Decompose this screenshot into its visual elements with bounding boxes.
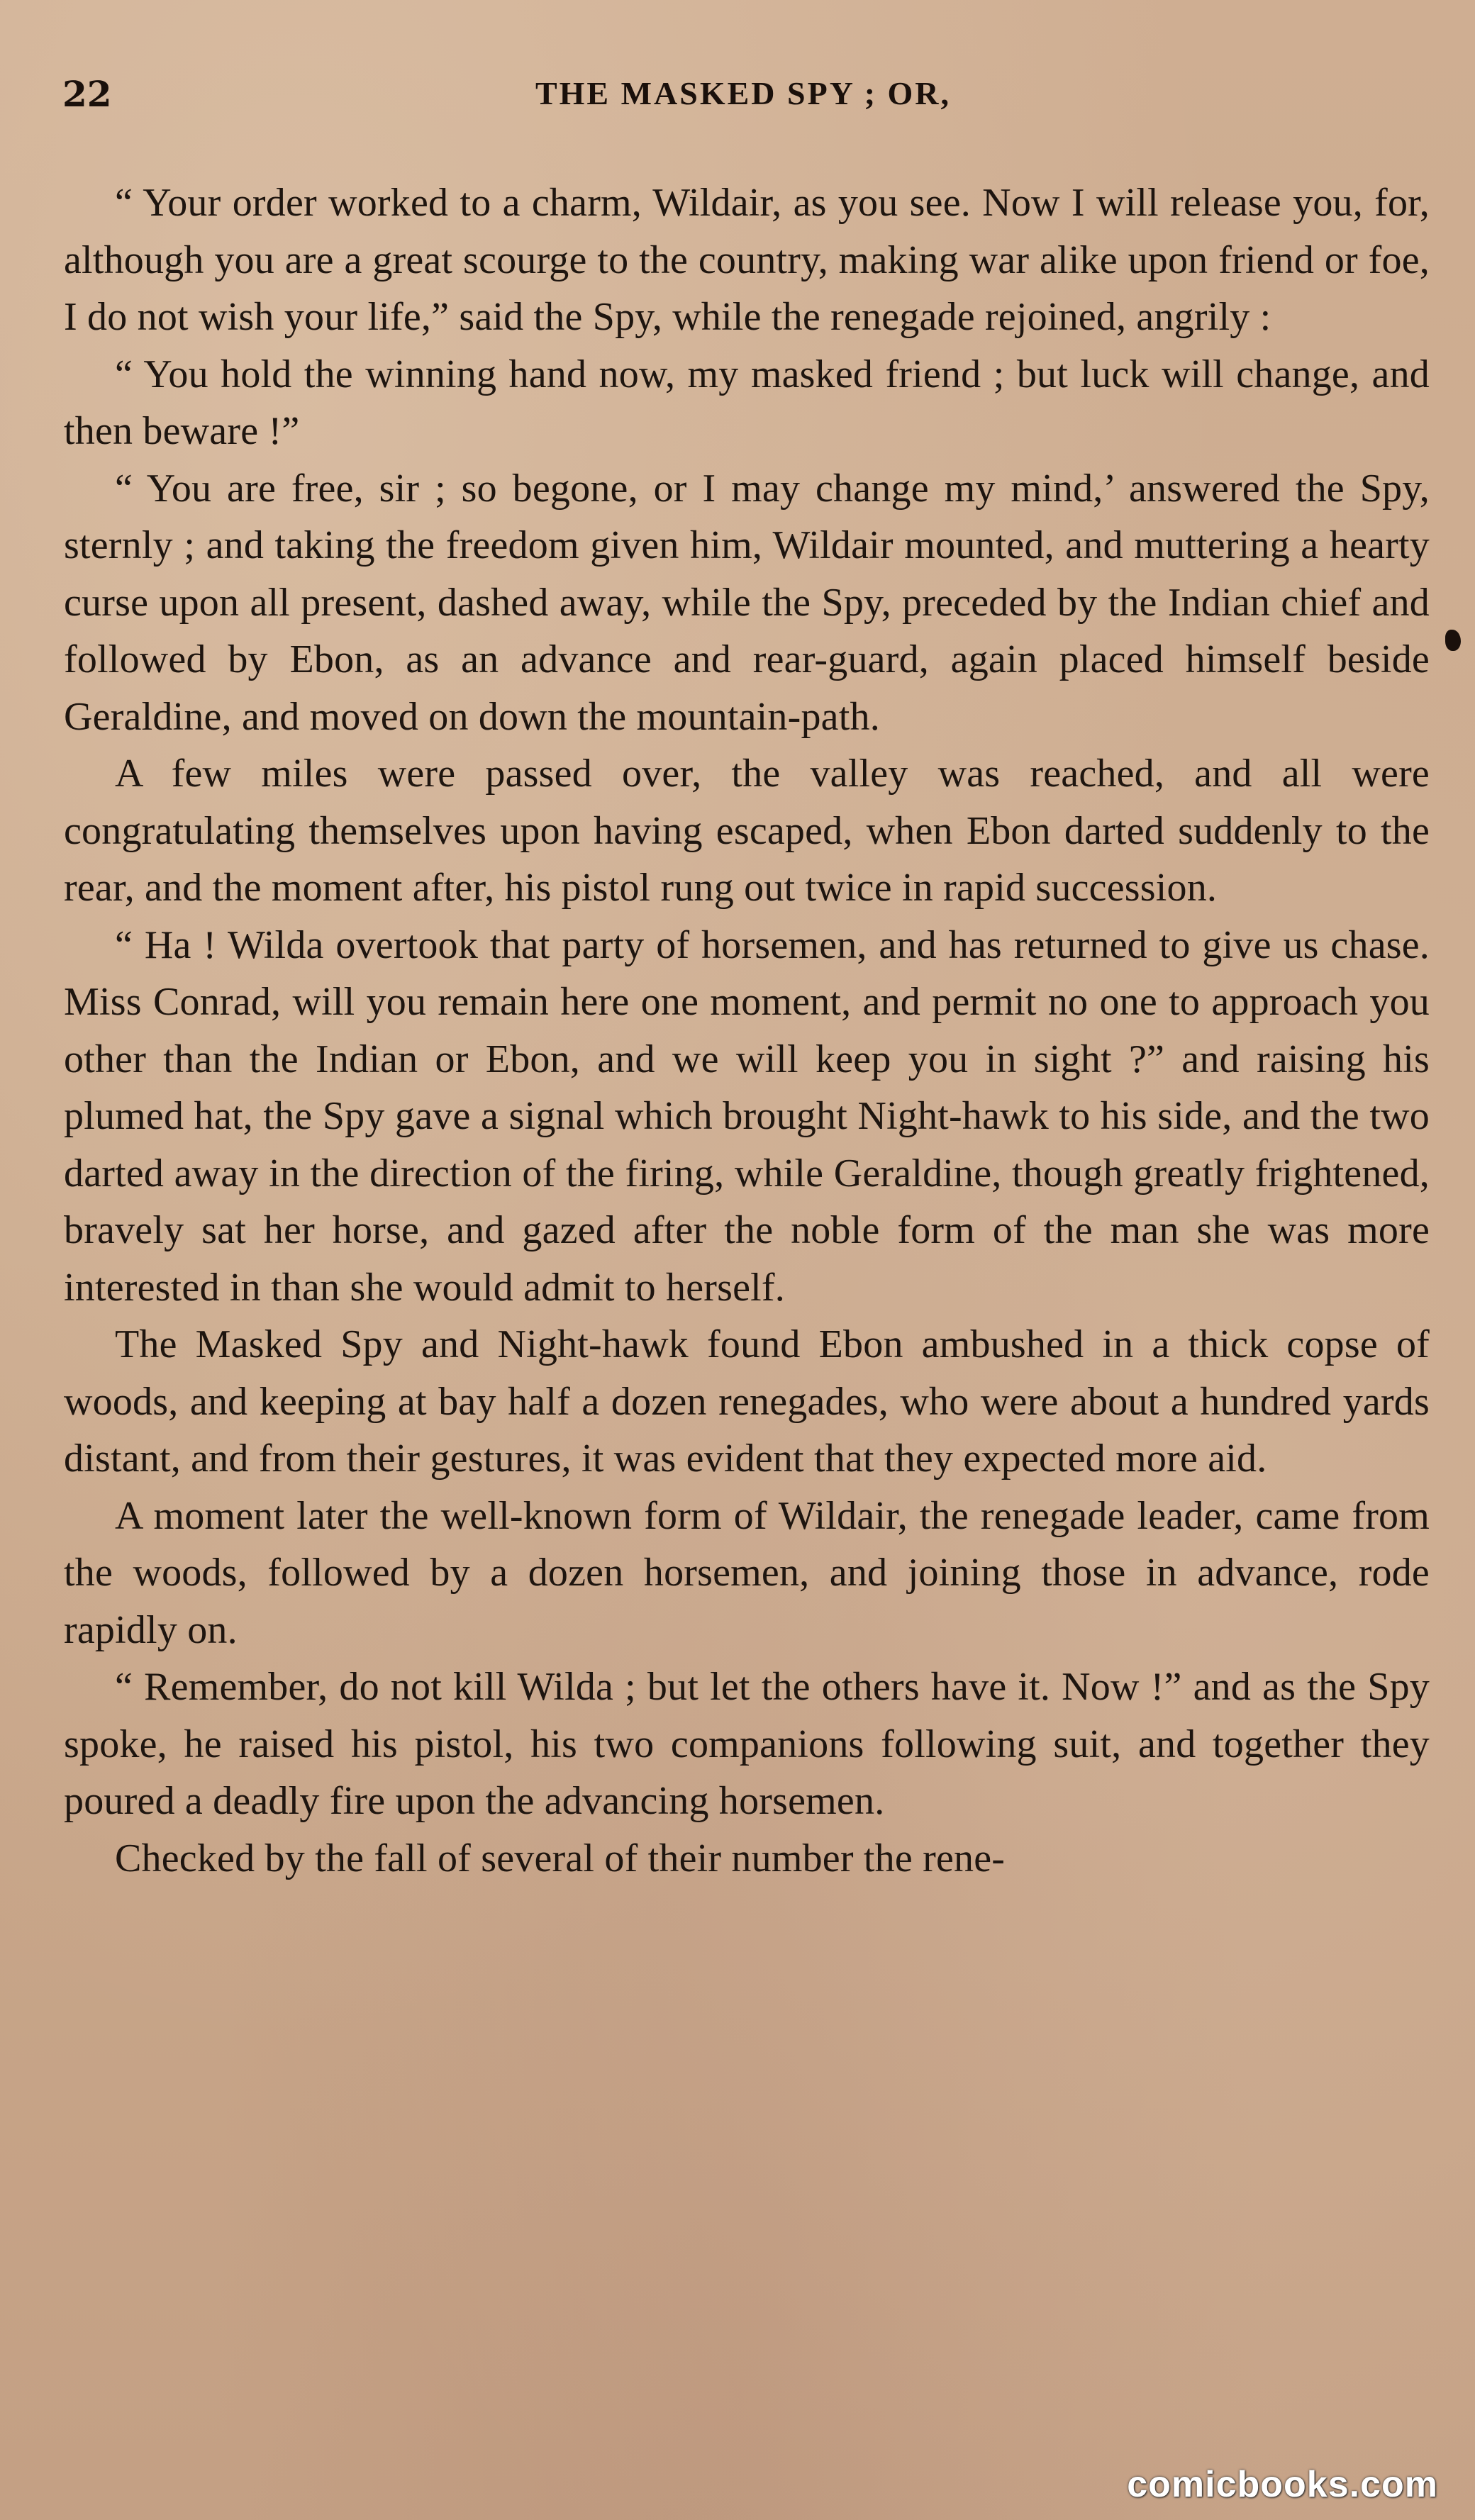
paragraph: Checked by the fall of several of their number the rene-: [115, 1836, 1006, 1880]
text-body: [64, 174, 1430, 1887]
paragraph: “ You are free, sir ; so begone, or I may change my mind,’ answered the Spy, sternly ; and taking the freedom given him, Wildair mounted, and muttering a hearty curse upon all present, dashed away, while the Spy, preceded by the Indian chief and followed by Ebon, as an advance and rear-guard, again placed himself beside Geraldine, and moved on down the mountain-path.: [64, 466, 1430, 739]
paragraph: “ Ha ! Wilda overtook that party of horsemen, and has returned to give us chase. Miss Conrad, will you remain here one moment, and permit no one to approach you other than the Indian or Ebon, and we will keep you in sight ?” and raising his plumed hat, the Spy gave a signal which brought Night-hawk to his side, and the two darted away in the direction of the firing, while Geraldine, though greatly frightened, bravely sat her horse, and gazed after the noble form of the man she was more interested in than she would admit to herself.: [64, 922, 1430, 1310]
paragraph: A moment later the well-known form of Wildair, the renegade leader, came from the woods, followed by a dozen horsemen, and joining those in advance, rode rapidly on.: [64, 1493, 1430, 1652]
paragraph: The Masked Spy and Night-hawk found Ebon ambushed in a thick copse of woods, and keeping at bay half a dozen renegades, who were about a hundred yards distant, and from their gestures, it was evident that they expected more aid.: [64, 1322, 1430, 1481]
paragraph: A few miles were passed over, the valley was reached, and all were congratulating themselves upon having escaped, when Ebon darted suddenly to the rear, and the moment after, his pistol rung out twice in rapid succession.: [64, 752, 1430, 910]
ink-smudge: [1445, 630, 1461, 651]
page-number: 22: [62, 73, 112, 115]
paragraph: “ Remember, do not kill Wilda ; but let the others have it. Now !” and as the Spy spoke, he raised his pistol, his two companions following suit, and together they poured a deadly fire upon the advancing horsemen.: [64, 1665, 1430, 1823]
paragraph: “ You hold the winning hand now, my masked friend ; but luck will change, and then beware !”: [64, 352, 1430, 453]
page-header: [62, 67, 1424, 124]
watermark: comicbooks.com: [1127, 2464, 1438, 2505]
running-title: THE MASKED SPY ; OR,: [535, 75, 952, 111]
paragraph: “ Your order worked to a charm, Wildair, as you see. Now I will release you, for, although you are a great scourge to the country, making war alike upon friend or foe, I do not wish your life,” said the Spy, while the renegade rejoined, angrily :: [64, 181, 1430, 339]
